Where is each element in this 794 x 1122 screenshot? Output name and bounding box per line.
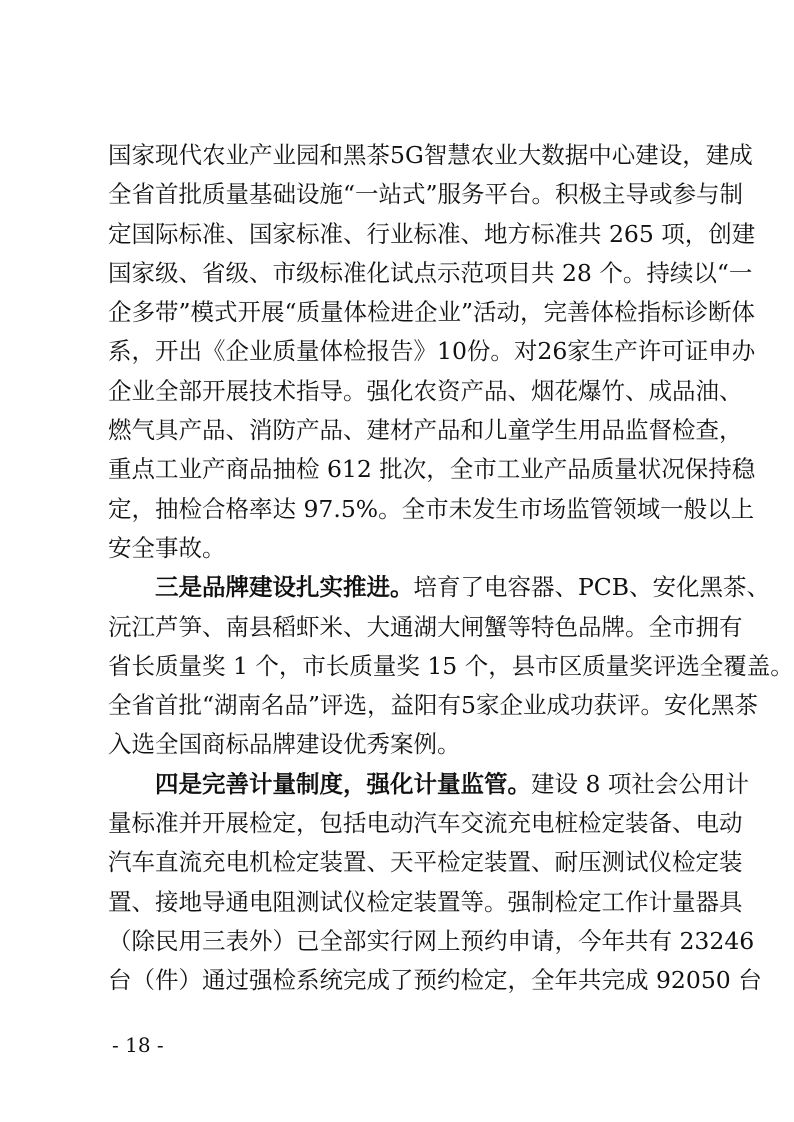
text-line: 国家级、省级、市级标准化试点示范项目共 28 个。持续以“一 (108, 258, 753, 287)
paragraph-text: 培育了电容器、PCB、安化黑茶、 (413, 573, 771, 602)
text-line: 入选全国商标品牌建设优秀案例。 (108, 730, 461, 759)
text-line: 系，开出《企业质量体检报告》10份。对26家生产许可证申办 (108, 337, 756, 366)
text-line: 台（件）通过强检系统完成了预约检定，全年共完成 92050 台 (108, 966, 762, 995)
paragraph-text: 建设 8 项社会公用计 (531, 769, 749, 798)
text-line: 沅江芦笋、南县稻虾米、大通湖大闸蟹等特色品牌。全市拥有 (108, 612, 743, 641)
text-line: 汽车直流充电机检定装置、天平检定装置、耐压测试仪检定装 (108, 848, 743, 877)
text-line: 定国际标准、国家标准、行业标准、地方标准共 265 项，创建 (108, 219, 756, 248)
body-text (108, 136, 794, 1001)
text-line: 置、接地导通电阻测试仪检定装置等。强制检定工作计量器具 (108, 887, 743, 916)
page-number: - 18 - (112, 1033, 164, 1057)
text-line: 企多带”模式开展“质量体检进企业”活动，完善体检指标诊断体 (108, 298, 756, 327)
text-line: 全省首批“湖南名品”评选，益阳有5家企业成功获评。安化黑茶 (108, 691, 758, 720)
paragraph-heading: 三是品牌建设扎实推进。 (155, 573, 414, 602)
text-line: 安全事故。 (108, 533, 226, 562)
text-line: 全省首批质量基础设施“一站式”服务平台。积极主导或参与制 (108, 180, 744, 209)
text-line: 省长质量奖 1 个，市长质量奖 15 个，县市区质量奖评选全覆盖。 (108, 651, 794, 680)
paragraph-first-line (108, 765, 749, 804)
text-line: 企业全部开展技术指导。强化农资产品、烟花爆竹、成品油、 (108, 376, 743, 405)
text-line: 量标准并开展检定，包括电动汽车交流充电桩检定装备、电动 (108, 809, 743, 838)
text-line: 国家现代农业产业园和黑茶5G智慧农业大数据中心建设，建成 (108, 141, 753, 169)
paragraph-first-line (108, 568, 771, 607)
text-line: 重点工业产商品抽检 612 批次，全市工业产品质量状况保持稳 (108, 455, 756, 484)
paragraph-heading: 四是完善计量制度，强化计量监管。 (155, 769, 531, 798)
text-line: 燃气具产品、消防产品、建材产品和儿童学生用品监督检查， (108, 416, 743, 445)
text-line: 定，抽检合格率达 97.5%。全市未发生市场监管领域一般以上 (108, 494, 755, 523)
text-line: （除民用三表外）已全部实行网上预约申请，今年共有 23246 (108, 926, 755, 955)
